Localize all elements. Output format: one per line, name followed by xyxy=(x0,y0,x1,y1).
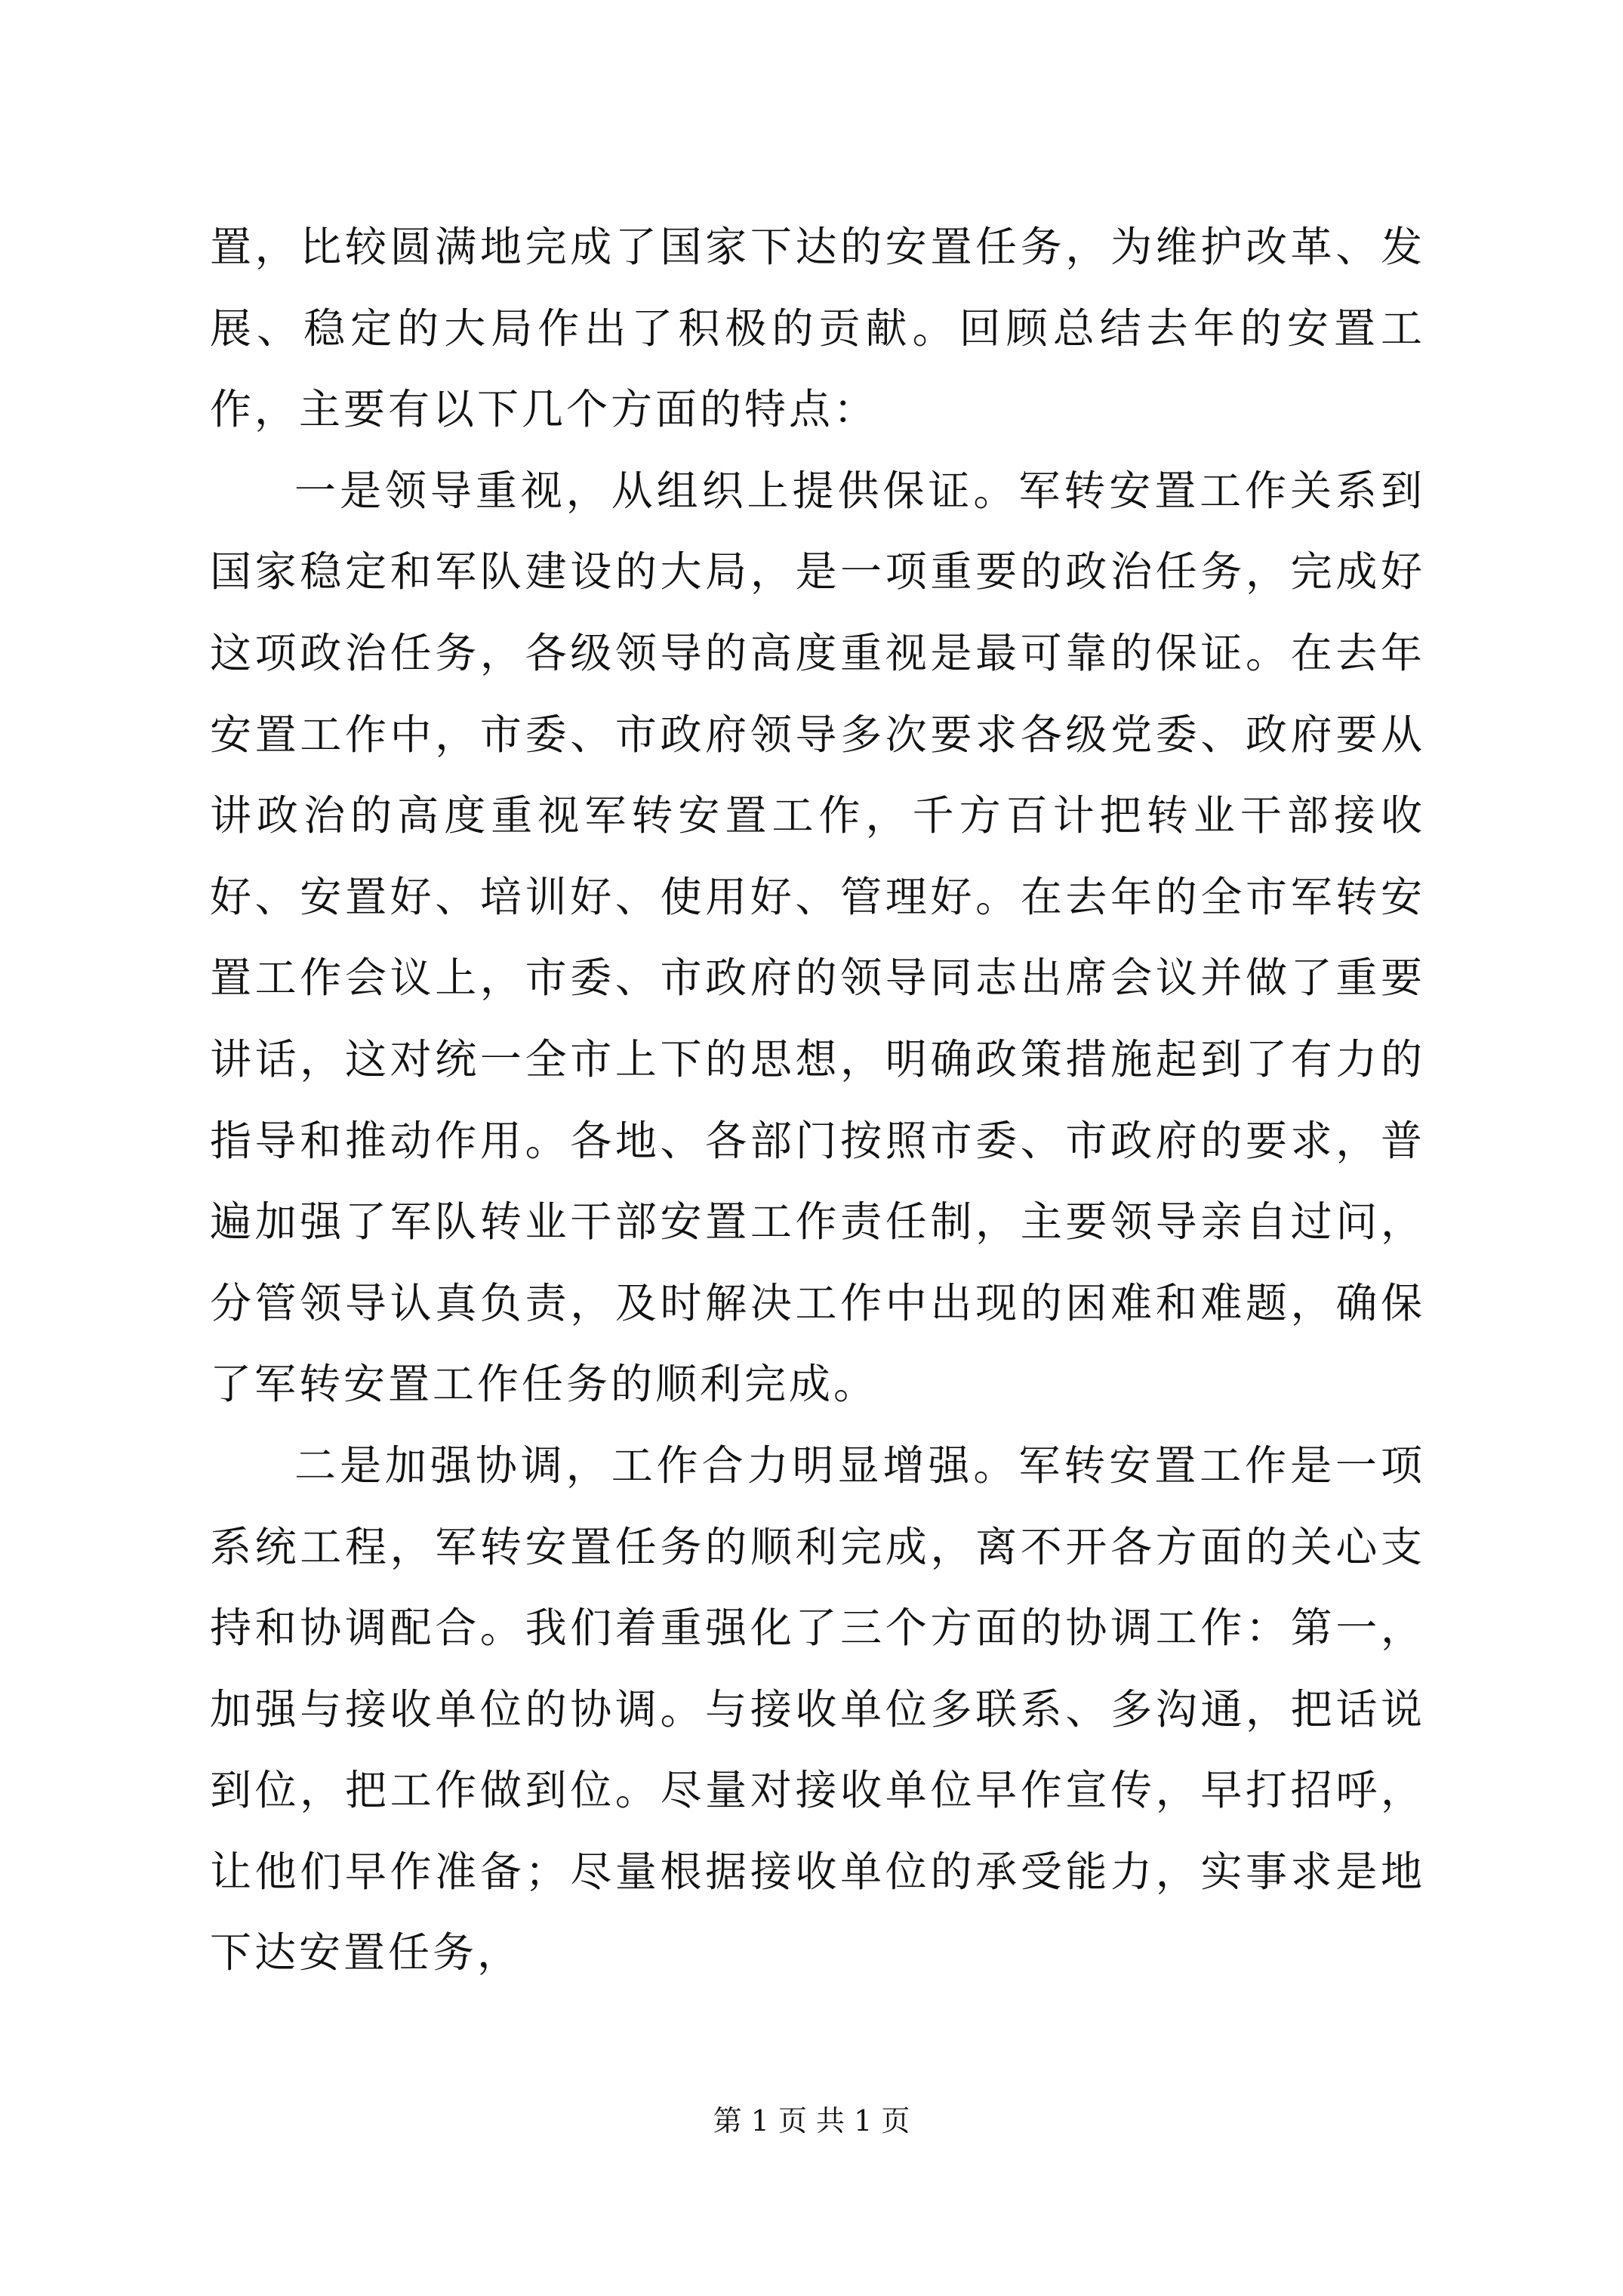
paragraph-coordination: 二是加强协调，工作合力明显增强。军转安置工作是一项系统工程，军转安置任务的顺利完成，离不开各方面的关心支持和协调配合。我们着重强化了三个方面的协调工作：第一，加强与接收单位的协调。与接收单位多联系、多沟通，把话说到位，把工作做到位。尽量对接收单位早作宣传，早打招呼，让他们早作准备；尽量根据接收单位的承受能力，实事求是地下达安置任务， xyxy=(210,1441,1425,1977)
document-body xyxy=(210,207,1425,1994)
page-footer: 第 1 页 共 1 页 xyxy=(713,2104,910,2137)
paragraph-continuation: 置，比较圆满地完成了国家下达的安置任务，为维护改革、发展、稳定的大局作出了积极的贡献。回顾总结去年的安置工作，主要有以下几个方面的特点： xyxy=(210,223,1425,434)
paragraph-leadership: 一是领导重视，从组织上提供保证。军转安置工作关系到国家稳定和军队建设的大局，是一项重要的政治任务，完成好这项政治任务，各级领导的高度重视是最可靠的保证。在去年安置工作中，市委、市政府领导多次要求各级党委、政府要从讲政治的高度重视军转安置工作，千方百计把转业干部接收好、安置好、培训好、使用好、管理好。在去年的全市军转安置工作会议上，市委、市政府的领导同志出席会议并做了重要讲话，这对统一全市上下的思想，明确政策措施起到了有力的指导和推动作用。各地、各部门按照市委、市政府的要求，普遍加强了军队转业干部安置工作责任制，主要领导亲自过问，分管领导认真负责，及时解决工作中出现的困难和难题，确保了军转安置工作任务的顺利完成。 xyxy=(210,466,1425,1409)
